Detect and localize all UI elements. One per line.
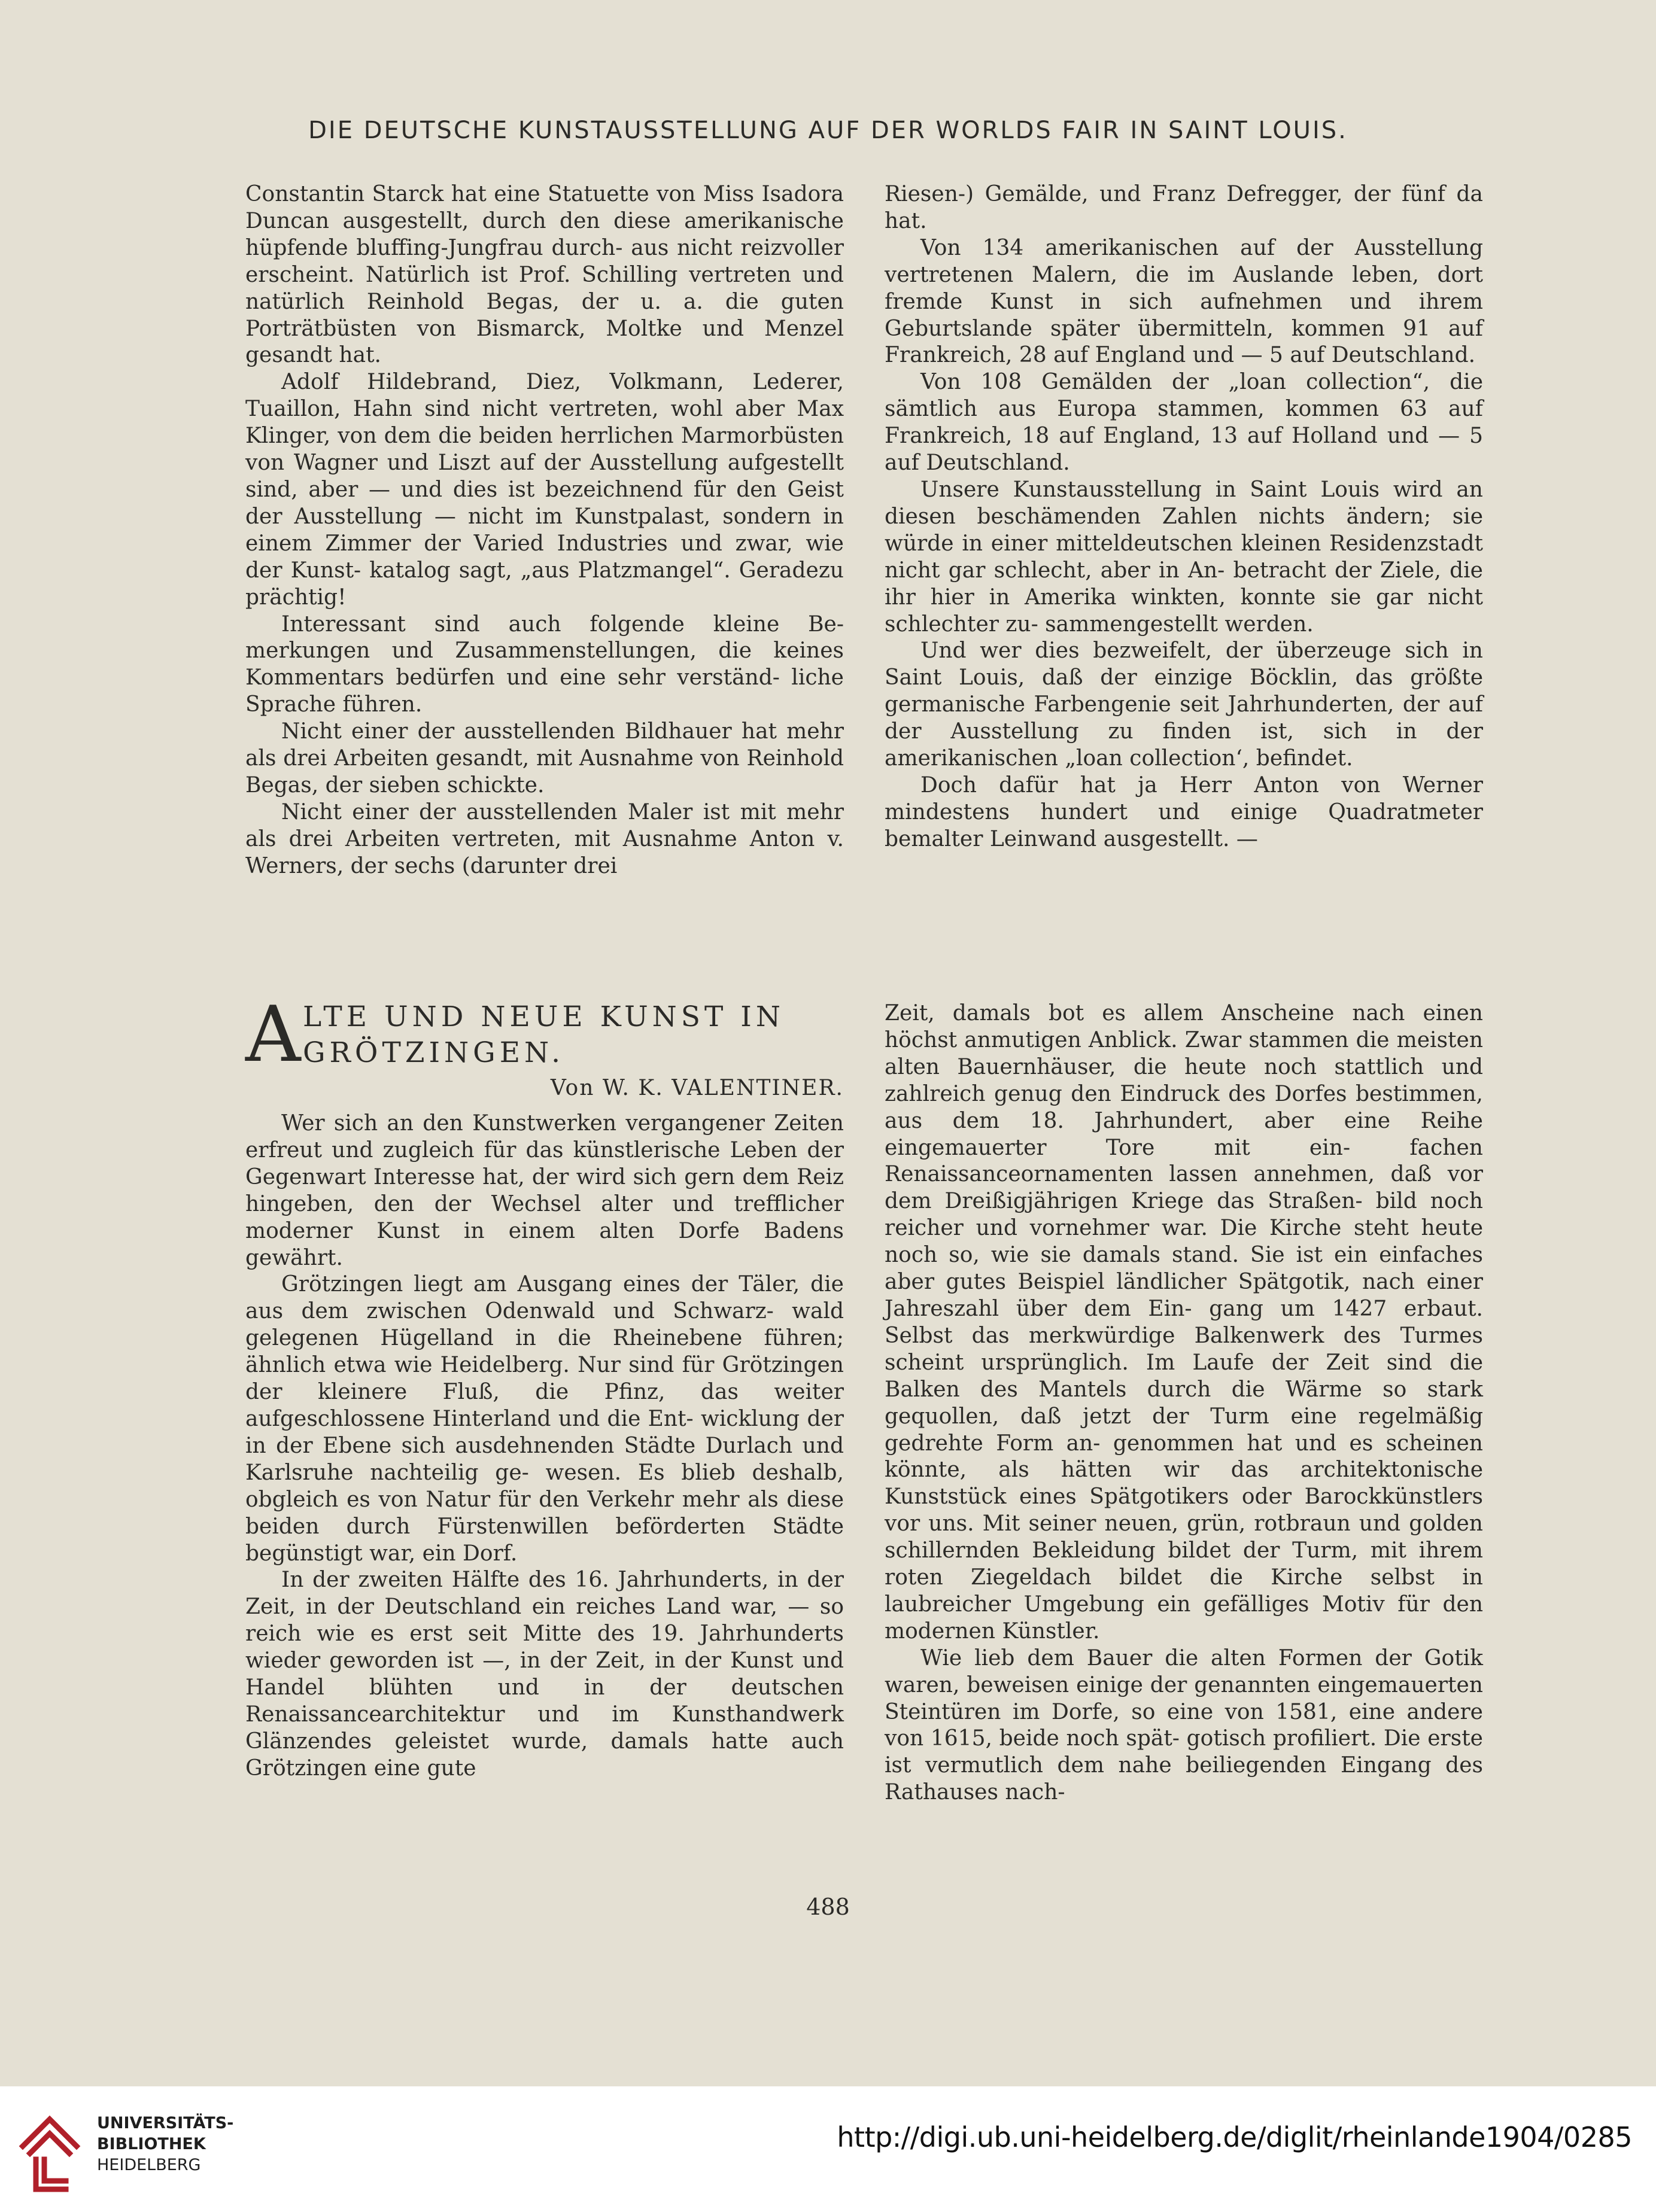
library-name-line-2: BIBLIOTHEK [97, 2135, 206, 2153]
column-2-top-right [885, 181, 1483, 853]
column-3-bottom-left [245, 990, 844, 1782]
running-head: DIE DEUTSCHE KUNSTAUSSTELLUNG AUF DER WORLDS FAIR IN SAINT LOUIS. [308, 117, 1348, 144]
paragraph: Doch dafür hat ja Herr Anton von Werner mindestens hundert und einige Quadratmeter bemalter Leinwand ausgestellt. — [885, 772, 1483, 851]
paragraph: Nicht einer der ausstellenden Bildhauer hat mehr als drei Arbeiten gesandt, mit Ausnahme von Reinhold Begas, der sieben schickte. [245, 719, 844, 798]
paragraph: Constantin Starck hat eine Statuette von Miss Isadora Duncan ausgestellt, durch den diese amerikanische hüpfende bluffing-Jungfrau durch- aus nicht reizvoller erscheint. Natürlich ist Prof. Schilling vertreten und natürlich Reinhold Begas, der u. a. die guten Porträtbüsten von Bismarck, Moltke und Menzel gesandt hat. [245, 182, 844, 368]
library-name [97, 2113, 233, 2176]
article-heading [245, 990, 844, 1079]
paragraph: In der zweiten Hälfte des 16. Jahrhunderts, in der Zeit, in der Deutschland ein reiches Land war, — so reich wie es erst seit Mitte des 19. Jahrhunderts wieder geworden ist —, in der Zeit, in der Kunst und Handel blühten und in der deutschen Renaissancearchitektur und im Kunsthandwerk Glänzendes geleistet wurde, damals hatte auch Grötzingen eine gute [245, 1568, 844, 1781]
library-logo-icon [17, 2110, 83, 2194]
paragraph: Interessant sind auch folgende kleine Be- merkungen und Zusammenstellungen, die keines Kommentars bedürfen und eine sehr verständ- liche Sprache führen. [245, 611, 844, 717]
article-title-line-2: GRÖTZINGEN. [303, 1036, 565, 1069]
column-4-bottom-right [885, 1000, 1483, 1806]
library-name-line-3: HEIDELBERG [97, 2156, 201, 2174]
byline: Von W. K. VALENTINER. [550, 1076, 844, 1100]
paragraph: Grötzingen liegt am Ausgang eines der Täler, die aus dem zwischen Odenwald und Schwarz- wald gelegenen Hügelland in die Rheinebene führen; ähnlich etwa wie Heidelberg. Nur sind für Grötzingen der kleinere Fluß, die Pfinz, das weiter aufgeschlossene Hinterland und die Ent- wicklung der in der Ebene sich ausdehnenden Städte Durlach und Karlsruhe nachteilig ge- wesen. Es blieb deshalb, obgleich es von Natur für den Verkehr mehr als diese beiden durch Fürstenwillen beförderten Städte begünstigt war, ein Dorf. [245, 1272, 844, 1566]
drop-cap: A [245, 990, 301, 1079]
paragraph: Wer sich an den Kunstwerken vergangener Zeiten erfreut und zugleich für das künstlerische Leben der Gegenwart Interesse hat, der wird sich gern dem Reiz hingeben, den der Wechsel alter und trefflicher moderner Kunst in einem alten Dorfe Badens gewährt. [245, 1111, 844, 1270]
paragraph: Unsere Kunstausstellung in Saint Louis wird an diesen beschämenden Zahlen nichts ändern; sie würde in einer mitteldeutschen kleinen Residenzstadt nicht gar schlecht, aber in An- betracht der Ziele, die ihr hier in Amerika winkten, konnte sie gar nicht schlechter zu- sammengestellt werden. [885, 477, 1483, 637]
paragraph: Nicht einer der ausstellenden Maler ist mit mehr als drei Arbeiten vertreten, mit Ausnahme Anton v. Werners, der sechs (darunter drei [245, 799, 844, 878]
paragraph: Von 134 amerikanischen auf der Ausstellung vertretenen Malern, die im Auslande leben, dort fremde Kunst in sich aufnehmen und ihrem Geburtslande später übermitteln, kommen 91 auf Frankreich, 28 auf England und — 5 auf Deutschland. [885, 235, 1483, 368]
paragraph: Und wer dies bezweifelt, der überzeuge sich in Saint Louis, daß der einzige Böcklin, das größte germanische Farbengenie seit Jahrhunderten, der auf der Ausstellung zu finden ist, sich in der amerikanischen „loan collection‘, befindet. [885, 638, 1483, 771]
paragraph: Von 108 Gemälden der „loan collection“, die sämtlich aus Europa stammen, kommen 63 auf Frankreich, 18 auf England, 13 auf Holland und — 5 auf Deutschland. [885, 370, 1483, 476]
article-title-line-1: LTE UND NEUE KUNST IN [303, 1000, 785, 1033]
page-number: 488 [806, 1894, 850, 1920]
source-url-link[interactable]: http://digi.ub.uni-heidelberg.de/diglit/rheinlande1904/0285 [837, 2121, 1632, 2153]
paragraph: Zeit, damals bot es allem Anscheine nach einen höchst anmutigen Anblick. Zwar stammen die meisten alten Bauernhäuser, die heute noch stattlich und zahlreich genug den Eindruck des Dorfes bestimmen, aus dem 18. Jahrhundert, aber eine Reihe eingemauerter Tore mit ein- fachen Renaissanceornamenten lassen annehmen, daß vor dem Dreißigjährigen Kriege das Straßen- bild noch reicher und vornehmer war. Die Kirche steht heute noch so, wie sie damals stand. Sie ist ein einfaches aber gutes Beispiel ländlicher Spätgotik, nach einer Jahreszahl über dem Ein- gang um 1427 erbaut. Selbst das merkwürdige Balkenwerk des Turmes scheint ursprünglich. Im Laufe der Zeit sind die Balken des Mantels durch die Wärme so stark gequollen, daß jetzt der Turm eine regelmäßig gedrehte Form an- genommen hat und es scheinen könnte, als hätten wir das architektonische Kunststück eines Spätgotikers oder Barockkünstlers vor uns. Mit seiner neuen, grün, rotbraun und golden schillernden Bekleidung bildet der Turm, mit ihrem roten Ziegeldach bildet die Kirche selbst in laubreicher Umgebung ein gefälliges Motiv für den modernen Künstler. [885, 1001, 1483, 1644]
library-name-line-1: UNIVERSITÄTS- [97, 2114, 234, 2132]
column-1-top-left [245, 181, 844, 880]
paragraph: Riesen-) Gemälde, und Franz Defregger, der fünf da hat. [885, 182, 1483, 233]
paragraph: Adolf Hildebrand, Diez, Volkmann, Lederer, Tuaillon, Hahn sind nicht vertreten, wohl aber Max Klinger, von dem die beiden herrlichen Marmorbüsten von Wagner und Liszt auf der Ausstellung aufgestellt sind, aber — und dies ist bezeichnend für den Geist der Ausstellung — nicht im Kunstpalast, sondern in einem Zimmer der Varied Industries und zwar, wie der Kunst- katalog sagt, „aus Platzmangel“. Geradezu prächtig! [245, 370, 844, 610]
paragraph: Wie lieb dem Bauer die alten Formen der Gotik waren, beweisen einige der genannten eingemauerten Steintüren im Dorfe, so eine von 1581, eine andere von 1615, beide noch spät- gotisch profiliert. Die erste ist vermutlich dem nahe beiliegenden Eingang des Rathauses nach- [885, 1645, 1483, 1805]
footer-bar [0, 2086, 1656, 2212]
